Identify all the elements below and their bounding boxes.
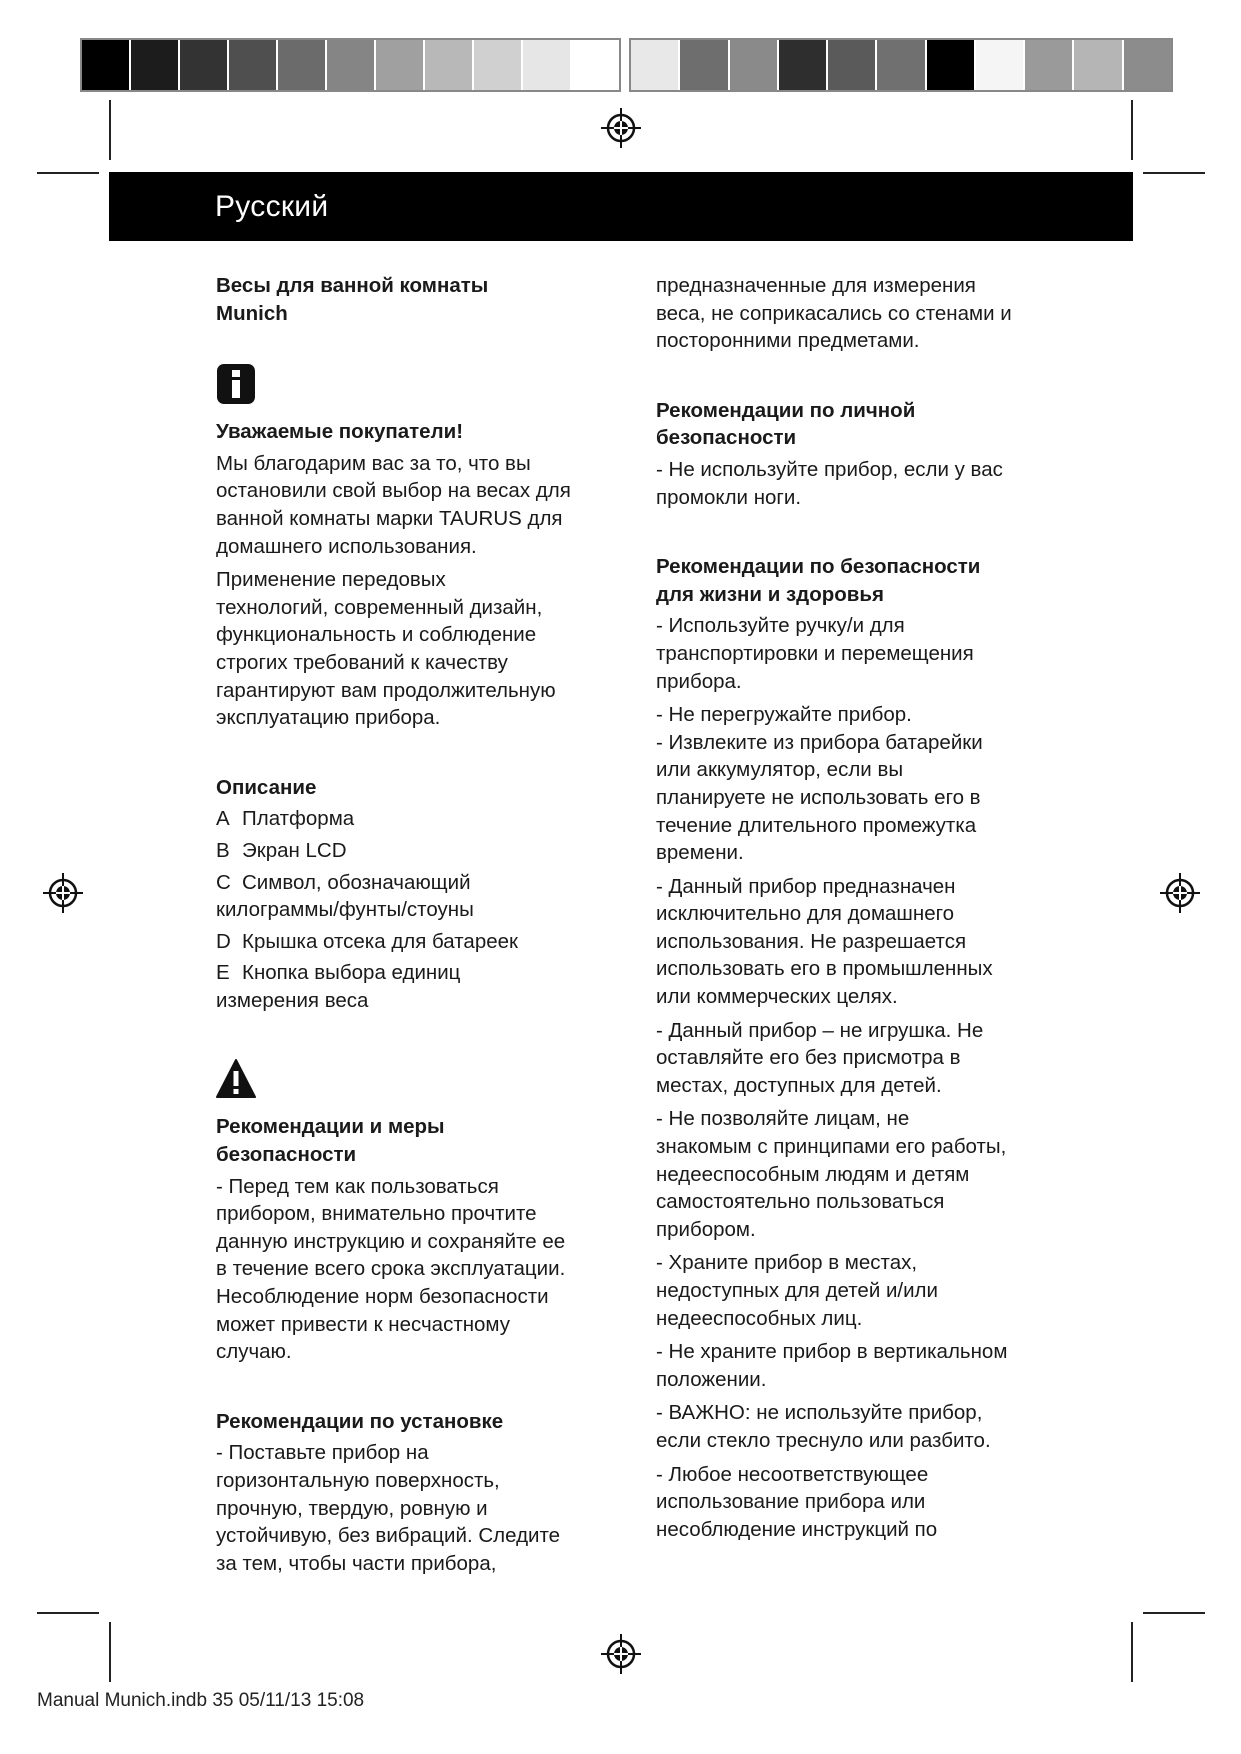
text-line: Применение передовых <box>216 568 446 592</box>
text-line: Несоблюдение норм безопасности <box>216 1285 549 1309</box>
text-line: остановили свой выбор на весах для <box>216 479 571 503</box>
color-swatch <box>779 40 828 90</box>
color-swatch <box>327 40 376 90</box>
product-title <box>216 272 626 327</box>
crop-mark <box>109 100 111 160</box>
text-line: случаю. <box>216 1340 292 1364</box>
health-safety-item <box>656 1338 1066 1393</box>
color-swatch <box>828 40 877 90</box>
text-line: недоступных для детей и/или <box>656 1279 938 1302</box>
health-heading-line: для жизни и здоровья <box>656 582 884 606</box>
color-swatch <box>1074 40 1123 90</box>
personal-heading-line: безопасности <box>656 426 797 450</box>
color-swatch <box>927 40 976 90</box>
health-safety-item <box>656 1399 1066 1454</box>
color-swatch <box>523 40 572 90</box>
text-line: несоблюдение инструкций по <box>656 1517 938 1541</box>
text-line: посторонними предметами. <box>656 329 920 353</box>
color-swatch <box>278 40 327 90</box>
health-heading-line: Рекомендации по безопасности <box>656 555 981 579</box>
crop-mark <box>1131 1622 1133 1682</box>
text-line: ванной комнаты марки TAURUS для <box>216 506 563 530</box>
install-text <box>216 1439 626 1577</box>
text-line: недееспособным людям и детям <box>656 1162 970 1186</box>
description-letter: E <box>216 961 230 985</box>
text-line: оставляйте его без присмотра в <box>656 1046 961 1070</box>
health-safety-item <box>656 1461 1066 1544</box>
text-line: - Храните прибор в местах, <box>656 1251 918 1275</box>
color-swatch <box>1124 40 1171 90</box>
crop-mark <box>1131 100 1133 160</box>
color-swatch <box>82 40 131 90</box>
text-line: знакомым с принципами его работы, <box>656 1135 1007 1159</box>
text-line: - Не позволяйте лицам, не <box>656 1107 910 1131</box>
text-line: прибора. <box>656 669 742 693</box>
registration-mark-icon <box>601 108 641 148</box>
safety-heading <box>216 1113 626 1168</box>
text-line: - Данный прибор предназначен <box>656 874 956 898</box>
text-line: времени. <box>656 841 744 865</box>
text-line: домашнего использования. <box>216 534 477 558</box>
description-text: килограммы/фунты/стоуны <box>216 898 474 922</box>
personal-heading-line: Рекомендации по личной <box>656 398 916 422</box>
text-line: самостоятельно пользоваться <box>656 1190 945 1214</box>
text-line: - Не перегружайте прибор. <box>656 703 912 727</box>
text-line: горизонтальную поверхность, <box>216 1469 500 1492</box>
description-item <box>216 837 626 865</box>
text-line: - Данный прибор – не игрушка. Не <box>656 1018 984 1042</box>
text-line: предназначенные для измерения <box>656 274 976 297</box>
color-swatch-bar-left <box>82 40 619 90</box>
color-swatch <box>1025 40 1074 90</box>
text-line: прибором. <box>656 1217 756 1241</box>
product-title-line: Весы для ванной комнаты <box>216 274 489 297</box>
color-swatch <box>976 40 1025 90</box>
health-safety-paragraphs <box>656 612 1066 1543</box>
greeting-text <box>216 450 626 560</box>
text-line: прочную, твердую, ровную и <box>216 1496 488 1520</box>
text-line: - Извлеките из прибора батарейки <box>656 730 983 754</box>
description-text: измерения веса <box>216 988 369 1012</box>
registration-mark-icon <box>1160 873 1200 913</box>
text-line: - Перед тем как пользоваться <box>216 1174 499 1198</box>
install-heading: Рекомендации по установке <box>216 1409 504 1433</box>
description-letter: B <box>216 838 230 862</box>
crop-mark <box>109 1622 111 1682</box>
left-column <box>216 272 626 1583</box>
text-line: промокли ноги. <box>656 485 802 509</box>
description-heading: Описание <box>216 775 317 799</box>
health-safety-item <box>656 1105 1066 1243</box>
right-column <box>656 272 1066 1549</box>
text-line: недееспособных лиц. <box>656 1306 863 1330</box>
text-line: или аккумулятор, если вы <box>656 758 904 782</box>
crop-mark <box>37 1612 99 1614</box>
info-icon <box>216 363 256 405</box>
color-swatch <box>474 40 523 90</box>
text-line: - Используйте ручку/и для <box>656 614 905 638</box>
description-letter: D <box>216 929 231 953</box>
color-swatch <box>425 40 474 90</box>
description-list <box>216 805 626 1014</box>
color-swatch <box>572 40 619 90</box>
description-letter: A <box>216 807 230 831</box>
health-safety-item <box>656 612 1066 695</box>
text-line: за тем, чтобы части прибора, <box>216 1551 497 1575</box>
description-item <box>216 959 626 1014</box>
color-swatch <box>376 40 425 90</box>
color-swatch <box>131 40 180 90</box>
text-line: - Не храните прибор в вертикальном <box>656 1340 1008 1364</box>
language-header-band <box>109 172 1133 241</box>
text-line: транспортировки и перемещения <box>656 641 974 665</box>
text-line: устойчивую, без вибраций. Следите <box>216 1524 561 1548</box>
text-line: - ВАЖНО: не используйте прибор, <box>656 1401 983 1425</box>
file-slug: Manual Munich.indb 35 05/11/13 15:08 <box>37 1690 365 1711</box>
text-line: - Не используйте прибор, если у вас <box>656 457 1003 481</box>
color-swatch <box>680 40 729 90</box>
health-safety-item <box>656 701 1066 867</box>
technology-text <box>216 566 626 732</box>
warning-icon <box>216 1058 256 1100</box>
color-swatch <box>631 40 680 90</box>
registration-mark-icon <box>43 873 83 913</box>
description-letter: C <box>216 870 231 894</box>
text-line: положении. <box>656 1367 767 1391</box>
health-safety-item <box>656 1017 1066 1100</box>
text-line: веса, не соприкасались со стенами и <box>656 301 1012 325</box>
text-line: прибором, внимательно прочтите <box>216 1202 537 1226</box>
description-text: Кнопка выбора единиц <box>242 961 461 985</box>
greeting-heading: Уважаемые покупатели! <box>216 420 464 444</box>
health-safety-heading <box>656 553 1066 608</box>
safety-heading-line: Рекомендации и меры <box>216 1115 445 1139</box>
crop-mark <box>1143 1612 1205 1614</box>
text-line: планируете не использовать его в <box>656 785 981 809</box>
text-line: местах, доступных для детей. <box>656 1073 942 1097</box>
text-line: использовать его в промышленных <box>656 957 993 981</box>
color-swatch-bar-right <box>631 40 1171 90</box>
crop-mark <box>37 172 99 174</box>
color-swatch <box>229 40 278 90</box>
safety-heading-line: безопасности <box>216 1143 357 1167</box>
text-line: технологий, современный дизайн, <box>216 595 543 619</box>
color-swatch <box>730 40 779 90</box>
color-swatch <box>877 40 926 90</box>
description-text: Крышка отсека для батареек <box>242 929 518 953</box>
text-line: использование прибора или <box>656 1490 926 1514</box>
install-continued-text <box>656 272 1066 355</box>
text-line: эксплуатацию прибора. <box>216 706 441 730</box>
text-line: в течение всего срока эксплуатации. <box>216 1257 566 1281</box>
description-text: Платформа <box>242 807 355 831</box>
text-line: - Любое несоответствующее <box>656 1462 929 1486</box>
text-line: течение длительного промежутка <box>656 813 977 837</box>
text-line: если стекло треснуло или разбито. <box>656 1428 991 1452</box>
text-line: использования. Не разрешается <box>656 929 967 953</box>
description-item <box>216 928 626 956</box>
language-title: Русский <box>215 190 329 223</box>
text-line: гарантируют вам продолжительную <box>216 678 556 702</box>
personal-safety-text <box>656 456 1066 511</box>
safety-text <box>216 1173 626 1366</box>
health-safety-item <box>656 1249 1066 1332</box>
description-text: Экран LCD <box>242 838 347 862</box>
registration-mark-icon <box>601 1634 641 1674</box>
text-line: Мы благодарим вас за то, что вы <box>216 451 531 475</box>
text-line: строгих требований к качеству <box>216 650 508 674</box>
color-swatch <box>180 40 229 90</box>
text-line: - Поставьте прибор на <box>216 1441 429 1465</box>
text-line: функциональность и соблюдение <box>216 623 537 647</box>
crop-mark <box>1143 172 1205 174</box>
personal-safety-heading <box>656 397 1066 452</box>
text-line: или коммерческих целях. <box>656 985 898 1009</box>
text-line: исключительно для домашнего <box>656 902 955 926</box>
product-title-line: Munich <box>216 301 288 325</box>
description-text: Символ, обозначающий <box>242 870 471 894</box>
description-item <box>216 805 626 833</box>
description-item <box>216 869 626 924</box>
text-line: может привести к несчастному <box>216 1312 511 1336</box>
text-line: данную инструкцию и сохраняйте ее <box>216 1229 566 1253</box>
health-safety-item <box>656 873 1066 1011</box>
